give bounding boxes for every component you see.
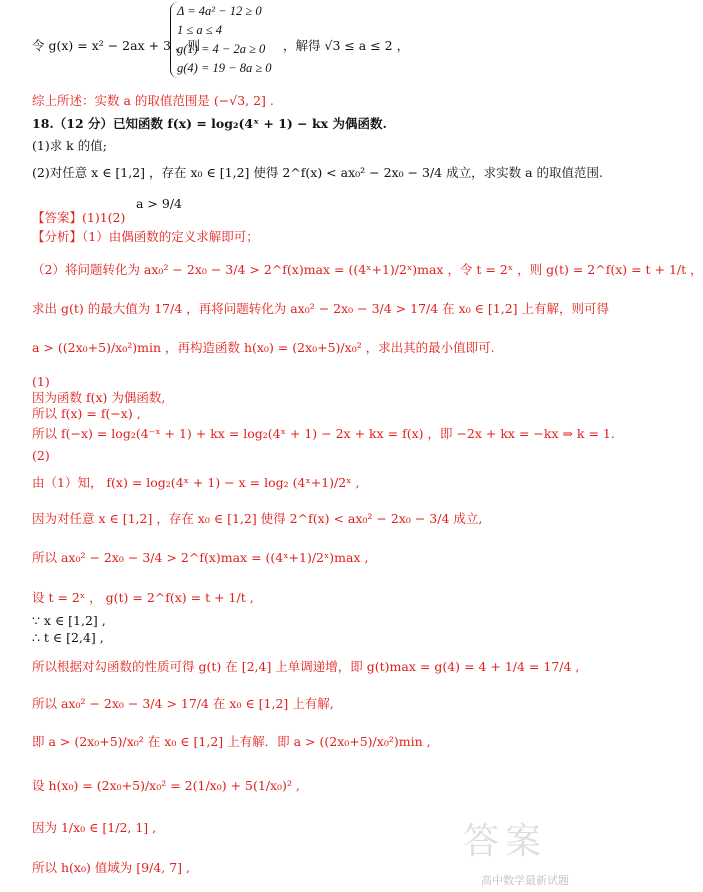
s2-b: 因为对任意 x ∈ [1,2] ，存在 x₀ ∈ [1,2] 使得 2^f(x) < ax₀² − 2x₀ − 3/4 成立,: [32, 511, 483, 526]
p18-q2: (2)对任意 x ∈ [1,2] ，存在 x₀ ∈ [1,2] 使得 2^f(x) < ax₀² − 2x₀ − 3/4 成立，求实数 a 的取值范围.: [32, 165, 603, 180]
s2-l: 所以 h(x₀) 值域为 [9/4, 7] ,: [32, 860, 191, 875]
s2-a: 由（1）知， f(x) = log₂(4ˣ + 1) − x = log₂ (4ˣ+1)/2ˣ ,: [32, 475, 360, 490]
answer-part2: a > 9/4: [136, 196, 182, 211]
p18-q1: (1)求 k 的值;: [32, 138, 107, 153]
answer-label: 【答案】(1)1(2): [32, 210, 126, 225]
p18-stem: 18.（12 分）已知函数 f(x) = log₂(4ˣ + 1) − kx 为偶函数.: [32, 116, 387, 131]
analysis-p3: 求出 g(t) 的最大值为 17/4 ，再将问题转化为 ax₀² − 2x₀ − 3/4 > 17/4 在 x₀ ∈ [1,2] 上有解，则可得: [32, 301, 610, 316]
system-line-3: g(1) = 4 − 2a ≥ 0: [177, 42, 266, 56]
analysis-p1: （1）由偶函数的定义求解即可；: [82, 229, 259, 244]
constraint-system: [170, 2, 272, 78]
watermark-text: 高中数学最新试题: [481, 874, 569, 887]
system-line-1: Δ = 4a² − 12 ≥ 0: [177, 4, 262, 18]
s1-c: 所以 f(−x) = log₂(4⁻ˣ + 1) + kx = log₂(4ˣ + 1) − 2x + kx = f(x) ，即 −2x + kx = −kx ⇒ k = 1.: [32, 426, 615, 441]
s1-a: 因为函数 f(x) 为偶函数,: [32, 390, 166, 405]
system-line-2: 1 ≤ a ≤ 4: [177, 23, 222, 37]
s2-j: 设 h(x₀) = (2x₀+5)/x₀² = 2(1/x₀) + 5(1/x₀)² ,: [32, 778, 300, 793]
s1-tag: (1): [32, 374, 50, 389]
analysis-label: [32, 229, 259, 245]
s2-k: 因为 1/x₀ ∈ [1/2, 1] ,: [32, 820, 157, 835]
s2-g: 所以根据对勾函数的性质可得 g(t) 在 [2,4] 上单调递增，即 g(t)max = g(4) = 4 + 1/4 = 17/4 ,: [32, 659, 580, 674]
analysis-tag: 【分析】: [32, 229, 83, 244]
p17-result: ，解得 √3 ≤ a ≤ 2 ，: [283, 38, 410, 53]
s2-e: ∵ x ∈ [1,2] ,: [32, 613, 106, 628]
s2-h: 所以 ax₀² − 2x₀ − 3/4 > 17/4 在 x₀ ∈ [1,2] 上有解,: [32, 696, 334, 711]
s2-c: 所以 ax₀² − 2x₀ − 3/4 > 2^f(x)max = ((4ˣ+1)/2ˣ)max ,: [32, 550, 369, 565]
watermark-logo: 答案: [462, 821, 547, 862]
system-line-4: g(4) = 19 − 8a ≥ 0: [177, 61, 272, 75]
s2-i: 即 a > (2x₀+5)/x₀² 在 x₀ ∈ [1,2] 上有解．即 a > ((2x₀+5)/x₀²)min ,: [32, 734, 431, 749]
s1-b: 所以 f(x) = f(−x) ,: [32, 406, 141, 421]
s2-tag: (2): [32, 448, 50, 463]
analysis-p4: a > ((2x₀+5)/x₀²)min ，再构造函数 h(x₀) = (2x₀+5)/x₀² ，求出其的最小值即可.: [32, 340, 495, 355]
p17-conclusion: 综上所述：实数 a 的取值范围是 (−√3, 2] .: [32, 93, 274, 108]
analysis-p2: （2）将问题转化为 ax₀² − 2x₀ − 3/4 > 2^f(x)max = ((4ˣ+1)/2ˣ)max ，令 t = 2ˣ ，则 g(t) = 2^f(x) = t + 1/t ，: [32, 262, 703, 277]
p17-intro: 令 g(x) = x² − 2ax + 3 ，则: [32, 38, 200, 53]
s2-d: 设 t = 2ˣ ， g(t) = 2^f(x) = t + 1/t ,: [32, 590, 254, 605]
s2-f: ∴ t ∈ [2,4] ,: [32, 630, 104, 645]
